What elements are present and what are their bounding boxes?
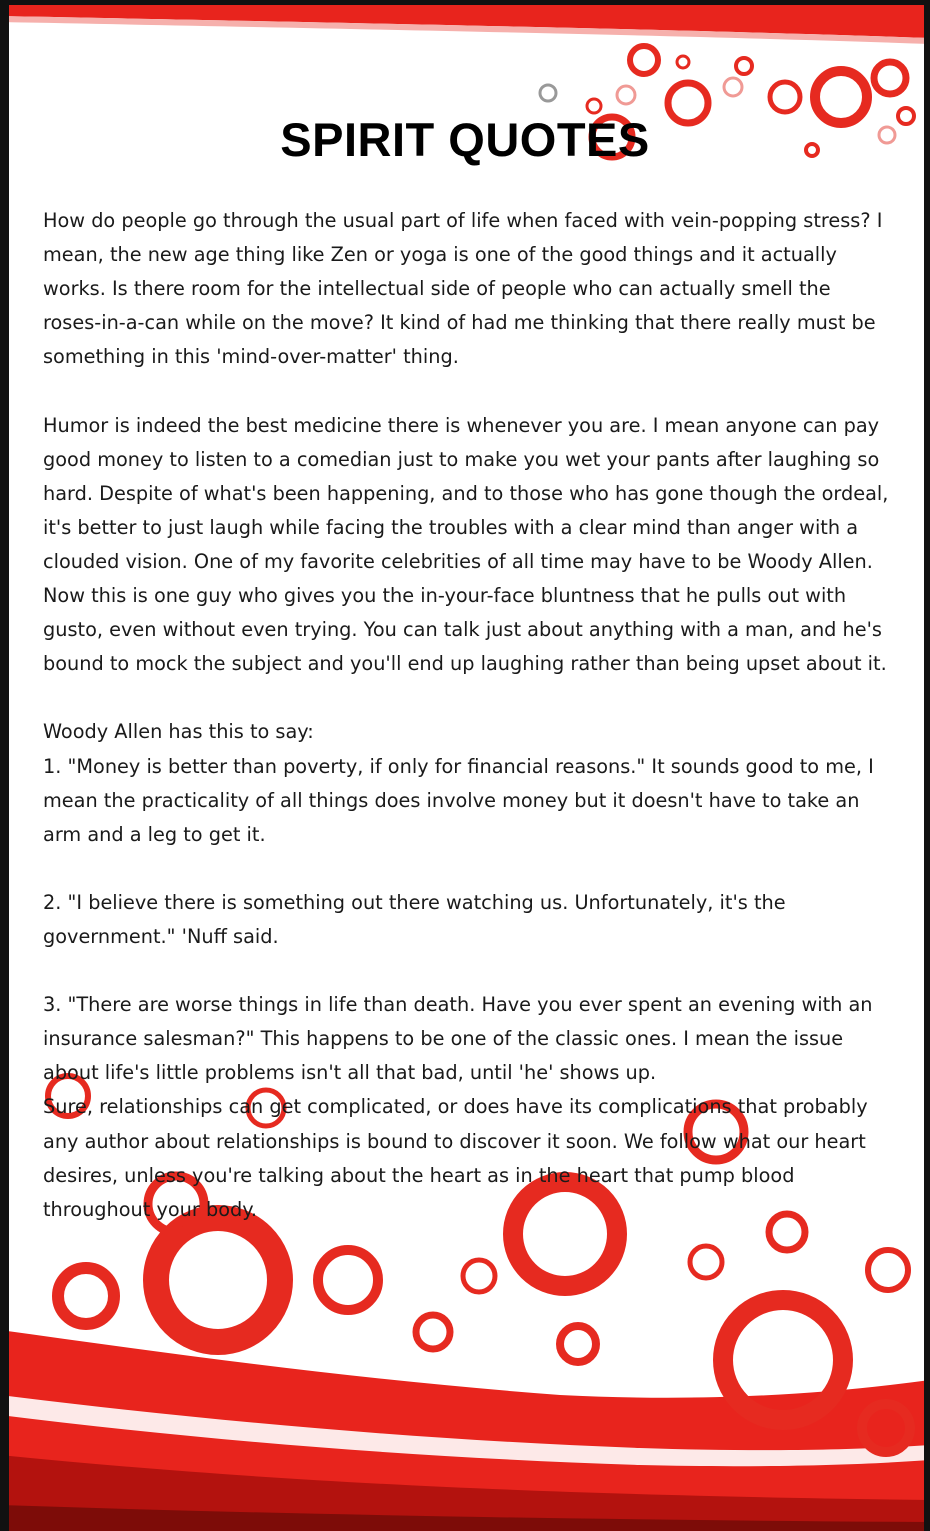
paragraph-spacer	[43, 681, 893, 715]
paragraph-spacer	[43, 954, 893, 988]
paragraph-spacer	[43, 852, 893, 886]
right-border	[924, 0, 930, 1531]
paragraph-humor: Humor is indeed the best medicine there is whenever you are. I mean anyone can pay good money to listen to a comedian just to make you wet your pants after laughing so hard. Despite of what's been happening, and to those who has gone though the ordeal, it's better to just laugh while facing the troubles with a clear mind than anger with a clouded vision. One of my favorite celebrities of all time may have to be Woody Allen. Now this is one guy who gives you the in-your-face bluntness that he pulls out with gusto, even without even trying. You can talk just about anything with a man, and he's bound to mock the subject and you'll end up laughing rather than being upset about it.	[43, 413, 889, 676]
paragraph-spacer	[43, 374, 893, 408]
left-border	[0, 0, 9, 1531]
paragraph-stress: How do people go through the usual part of life when faced with vein-popping stress? I mean, the new age thing like Zen or yoga is one of the good things and it actually works. Is there room for the intellectual side of people who can actually smell the roses-in-a-can while on the move? It kind of had me thinking that there really must be something in this 'mind-over-matter' thing.	[43, 209, 883, 369]
quote-item-1: 1. "Money is better than poverty, if only for financial reasons." It sounds good to me, I mean the practicality of all things does involve money but it doesn't have to take an arm and a leg to get it.	[43, 754, 874, 846]
article-body	[43, 204, 893, 1227]
page-title: SPIRIT QUOTES	[280, 113, 650, 166]
paragraph-closing: Sure, relationships can get complicated, or does have its complications that probably any author about relationships is bound to discover it soon. We follow what our heart desires, unless you're talking about the heart as in the heart that pump blood throughout your body.	[43, 1095, 868, 1221]
top-border	[0, 0, 930, 5]
paragraph-quotes-intro: Woody Allen has this to say:	[43, 720, 314, 744]
quote-item-2: 2. "I believe there is something out there watching us. Unfortunately, it's the government." 'Nuff said.	[43, 890, 786, 948]
quote-item-3: 3. "There are worse things in life than death. Have you ever spent an evening with an insurance salesman?" This happens to be one of the classic ones. I mean the issue about life's little problems isn't all that bad, until 'he' shows up.	[43, 993, 873, 1085]
